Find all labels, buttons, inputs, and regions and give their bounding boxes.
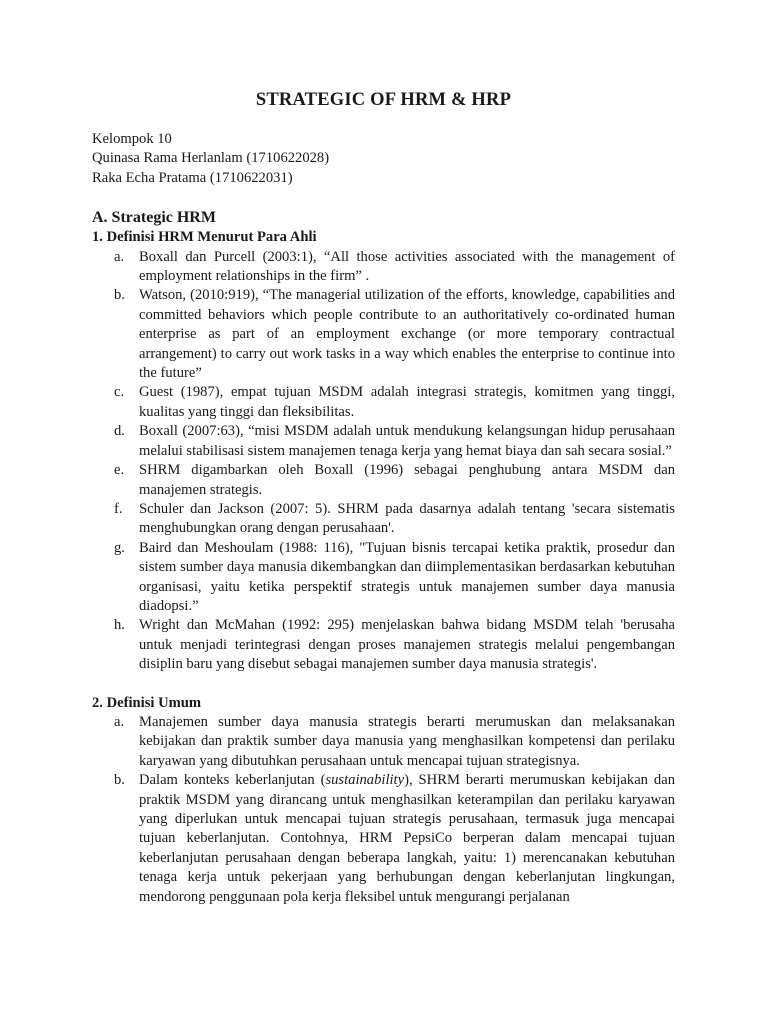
list-item	[92, 248, 675, 287]
list-marker: b.	[114, 287, 125, 304]
list-marker: h.	[114, 617, 125, 634]
list-item-text: Boxall (2007:63), “misi MSDM adalah untuk mendukung kelangsungan hidup perusahaan melalui stabilisasi sistem manajemen tenaga kerja yang hemat biaya dan sah secara sosial.”	[139, 423, 675, 459]
list-item-text-start: Dalam konteks keberlanjutan (	[139, 772, 326, 789]
list-item	[92, 713, 675, 771]
list-item-text: Schuler dan Jackson (2007: 5). SHRM pada dasarnya adalah tentang 'secara sistematis menghubungkan orang dengan perusahaan'.	[139, 500, 675, 537]
section-heading: A. Strategic HRM	[92, 209, 216, 227]
list-item-text-end: ), SHRM berarti merumuskan kebijakan dan praktik MSDM yang dirancang untuk menghasilkan keterampilan dan perilaku karyawan yang diperlukan untuk mencapai tujuan strategis perusahaan, termasuk juga mencapai tujuan keberlanjutan. Contohnya, HRM PepsiCo berperan dalam mencapai tujuan keberlanjutan perusahaan dengan beberapa langkah, yaitu: 1) merencanakan kebutuhan tenaga kerja untuk pekerjaan yang berhubungan dengan keberlanjutan lingkungan, mendorong penggunaan pola kerja fleksibel untuk mengurangi perjalanan	[139, 772, 675, 905]
list-item	[92, 383, 675, 422]
list-item-text: SHRM digambarkan oleh Boxall (1996) sebagai penghubung antara MSDM dan manajemen strategis.	[139, 462, 675, 498]
list-item-text: Baird dan Meshoulam (1988: 116), "Tujuan bisnis tercapai ketika praktik, prosedur dan sistem sumber daya manusia dikembangkan dan diimplementasikan berdasarkan kebutuhan organisasi, yaitu ketika perspektif strategis untuk manajemen sumber daya manusia diadopsi.”	[139, 539, 675, 614]
list-item-italic-term: sustainability	[325, 772, 405, 789]
definition-list	[92, 248, 675, 675]
list-item-text: Manajemen sumber daya manusia strategis berarti merumuskan dan melaksanakan kebijakan dan praktik sumber daya manusia yang menghasilkan kompetensi dan perilaku karyawan yang dibutuhkan perusahaan untuk mencapai tujuan strategisnya.	[139, 713, 675, 769]
document-page	[92, 88, 675, 907]
group-name: Kelompok 10	[92, 131, 172, 147]
list-item	[92, 500, 675, 539]
list-item	[92, 286, 675, 383]
list-item-text: Watson, (2010:919), “The managerial utilization of the efforts, knowledge, capabilities and committed behaviors which people contribute to an authoritatively co-ordinated human enterprise as part of an employment exchange (or more temporary contractual arrangement) to carry out work tasks in a way which enables the enterprise to continue into the future”	[139, 287, 675, 382]
list-marker: a.	[114, 248, 125, 265]
list-marker: e.	[114, 462, 125, 479]
list-item	[92, 422, 675, 461]
list-marker: d.	[114, 423, 125, 440]
author-block	[92, 130, 675, 188]
list-marker: f.	[114, 500, 123, 517]
list-marker: b.	[114, 772, 125, 789]
list-item-text: Boxall dan Purcell (2003:1), “All those activities associated with the management of employment relationships in the firm” .	[139, 248, 675, 285]
document-title: STRATEGIC OF HRM & HRP	[255, 90, 512, 110]
list-item-text: Wright dan McMahan (1992: 295) menjelaskan bahwa bidang MSDM telah 'berusaha untuk menjadi terintegrasi dengan proses manajemen strategis melalui pengembangan disiplin baru yang disebut sebagai manajemen sumber daya manusia strategis'.	[139, 617, 675, 673]
subsection-heading: 2. Definisi Umum	[92, 694, 202, 711]
author-name: Quinasa Rama Herlanlam (1710622028)	[92, 150, 330, 167]
list-item	[92, 616, 675, 674]
spacer	[92, 675, 675, 694]
list-item-text: Guest (1987), empat tujuan MSDM adalah integrasi strategis, komitmen yang tinggi, kualitas yang tinggi dan fleksibilitas.	[139, 384, 675, 420]
author-name: Raka Echa Pratama (1710622031)	[92, 169, 293, 186]
list-item	[92, 539, 675, 617]
subsection-heading: 1. Definisi HRM Menurut Para Ahli	[92, 229, 317, 246]
list-marker: g.	[114, 539, 125, 556]
definition-list	[92, 713, 675, 907]
list-item	[92, 771, 675, 907]
list-item	[92, 461, 675, 500]
list-marker: c.	[114, 384, 125, 401]
list-marker: a.	[114, 713, 125, 730]
